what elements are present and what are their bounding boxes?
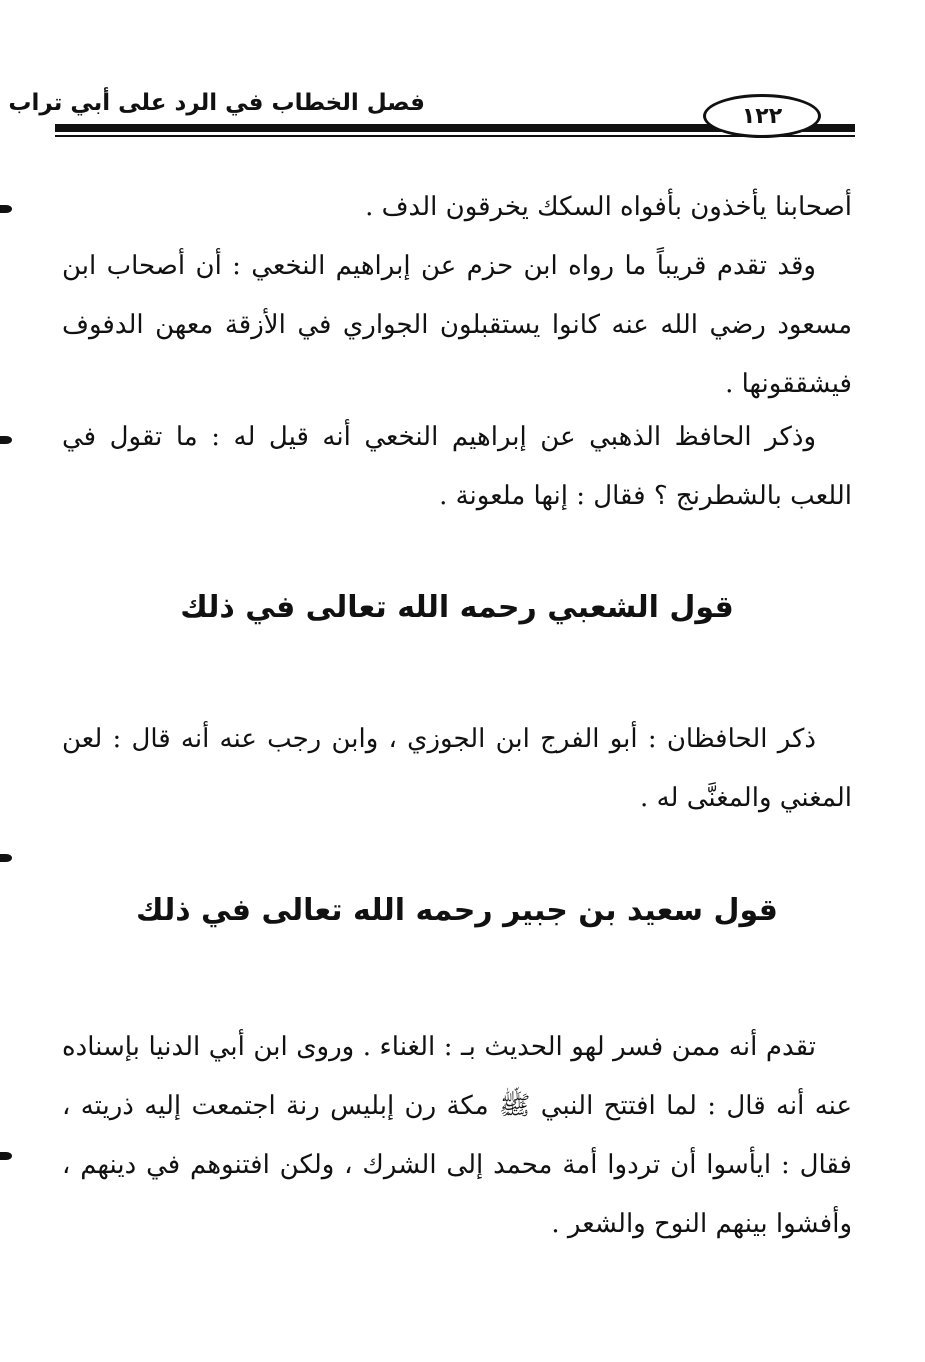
paragraph-1-text: أصحابنا يأخذون بأفواه السكك يخرقون الدف . <box>365 192 852 222</box>
header-title: فصل الخطاب في الرد على أبي تراب <box>8 90 425 116</box>
section-heading-shaabi: قول الشعبي رحمه الله تعالى في ذلك <box>180 590 734 625</box>
paragraph-4-text: ذكر الحافظان : أبو الفرج ابن الجوزي ، وابن رجب عنه أنه قال : لعن المغني والمغنَّى له . <box>62 724 852 813</box>
paragraph-3 <box>62 408 852 526</box>
page-number: ١٢٢ <box>703 94 821 138</box>
edge-mark <box>0 436 12 444</box>
edge-mark <box>0 854 12 862</box>
paragraph-3-text: وذكر الحافظ الذهبي عن إبراهيم النخعي أنه قيل له : ما تقول في اللعب بالشطرنج ؟ فقال : إنها ملعونة . <box>62 422 852 511</box>
paragraph-2 <box>62 237 852 414</box>
paragraph-2-text: وقد تقدم قريباً ما رواه ابن حزم عن إبراهيم النخعي : أن أصحاب ابن مسعود رضي الله عنه كانوا يستقبلون الجواري في الأزقة معهن الدفوف فيشققونها . <box>62 251 852 399</box>
paragraph-4 <box>62 710 852 828</box>
running-header <box>8 84 855 154</box>
paragraph-5-text: تقدم أنه ممن فسر لهو الحديث بـ : الغناء . وروى ابن أبي الدنيا بإسناده عنه أنه قال : لما افتتح النبي ﷺ مكة رن إبليس رنة اجتمعت إليه ذريته ، فقال : ايأسوا أن تردوا أمة محمد إلى الشرك ، ولكن افتنوهم في دينهم ، وأفشوا بينهم النوح والشعر . <box>62 1032 852 1239</box>
paragraph-1 <box>62 178 852 237</box>
edge-mark <box>0 205 12 213</box>
paragraph-5 <box>62 1018 852 1254</box>
section-heading-saeed: قول سعيد بن جبير رحمه الله تعالى في ذلك <box>136 893 778 928</box>
edge-mark <box>0 1152 12 1160</box>
